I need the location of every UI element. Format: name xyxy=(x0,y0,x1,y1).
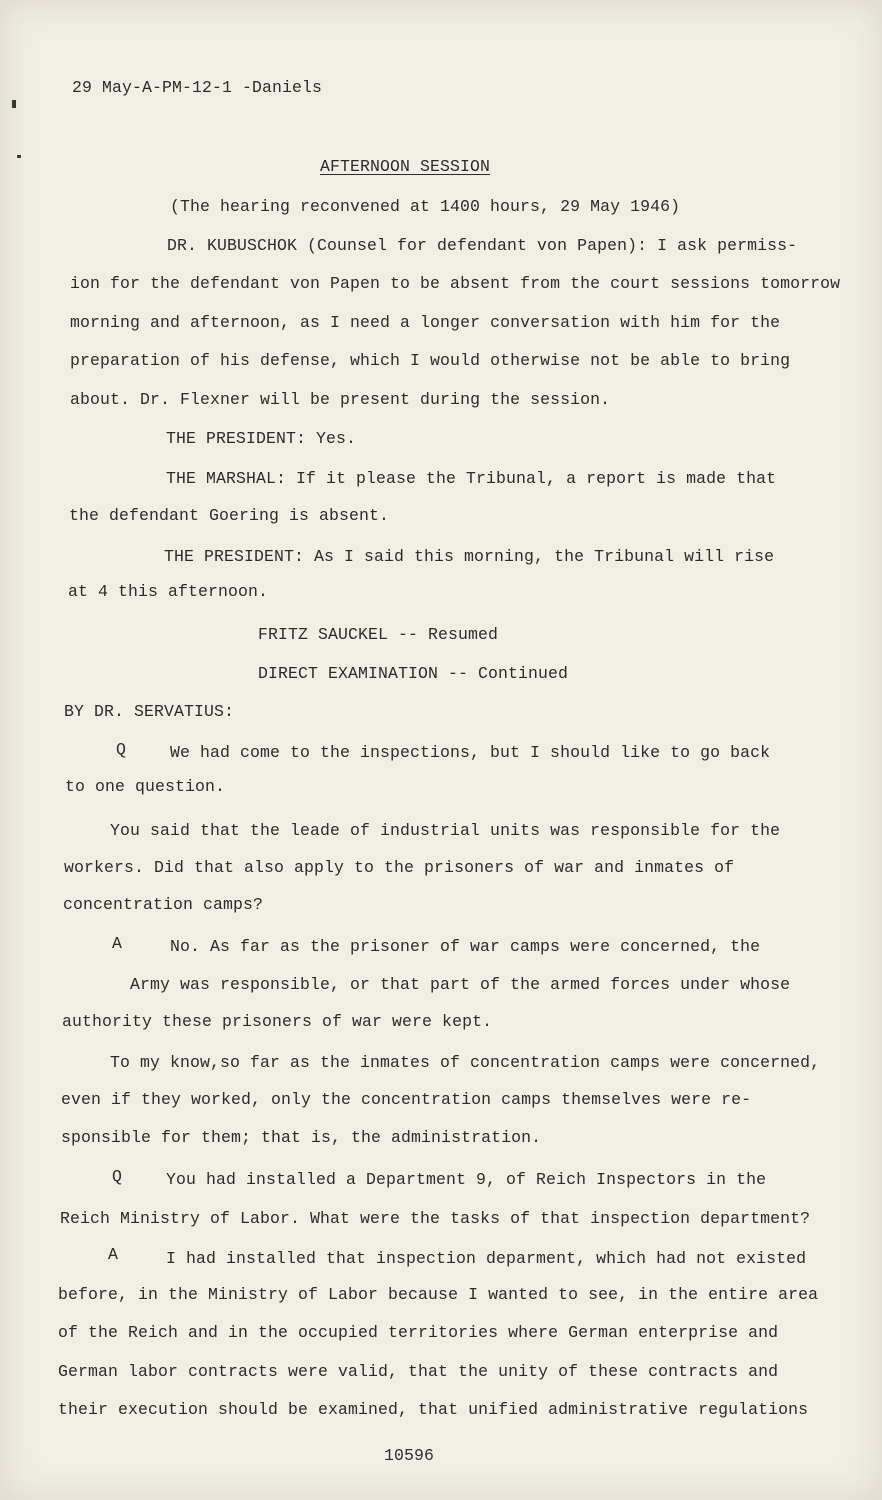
text-line: Reich Ministry of Labor. What were the tasks of that inspection department? xyxy=(60,1209,811,1228)
text-line: even if they worked, only the concentration camps themselves were re- xyxy=(61,1090,752,1109)
text-line: ion for the defendant von Papen to be absent from the court sessions tomorrow xyxy=(70,274,841,293)
text-line: preparation of his defense, which I would otherwise not be able to bring xyxy=(70,351,791,370)
text-line: before, in the Ministry of Labor because I wanted to see, in the entire area xyxy=(58,1285,819,1304)
text-line: authority these prisoners of war were kept. xyxy=(62,1012,493,1031)
answer-tag: A xyxy=(112,934,123,953)
margin-mark xyxy=(17,155,21,158)
text-line: concentration camps? xyxy=(63,895,264,914)
answer-tag: A xyxy=(108,1245,119,1264)
text-line: I had installed that inspection deparment, which had not existed xyxy=(166,1249,807,1268)
question-tag: Q xyxy=(116,740,127,759)
page-number: 10596 xyxy=(384,1446,435,1465)
text-line: THE PRESIDENT: Yes. xyxy=(166,429,357,448)
margin-mark xyxy=(12,100,16,108)
text-line: (The hearing reconvened at 1400 hours, 29 May 1946) xyxy=(170,197,681,216)
text-line: sponsible for them; that is, the administration. xyxy=(61,1128,542,1147)
text-line: their execution should be examined, that unified administrative regulations xyxy=(58,1400,809,1419)
text-line: German labor contracts were valid, that the unity of these contracts and xyxy=(58,1362,779,1381)
text-line: morning and afternoon, as I need a longer conversation with him for the xyxy=(70,313,781,332)
text-line: We had come to the inspections, but I should like to go back xyxy=(170,743,771,762)
text-line: the defendant Goering is absent. xyxy=(69,506,390,525)
text-line: You had installed a Department 9, of Reich Inspectors in the xyxy=(166,1170,767,1189)
question-tag: Q xyxy=(112,1167,123,1186)
witness-heading: FRITZ SAUCKEL -- Resumed xyxy=(258,625,499,644)
section-title: AFTERNOON SESSION xyxy=(320,157,491,176)
text-line: Army was responsible, or that part of the armed forces under whose xyxy=(130,975,791,994)
examination-heading: DIRECT EXAMINATION -- Continued xyxy=(258,664,569,683)
text-line: THE PRESIDENT: As I said this morning, the Tribunal will rise xyxy=(164,547,775,566)
text-line: You said that the leade of industrial units was responsible for the xyxy=(110,821,781,840)
header-reference: 29 May-A-PM-12-1 -Daniels xyxy=(72,78,323,97)
text-line: workers. Did that also apply to the prisoners of war and inmates of xyxy=(64,858,735,877)
text-line: about. Dr. Flexner will be present during the session. xyxy=(70,390,611,409)
text-line: DR. KUBUSCHOK (Counsel for defendant von Papen): I ask permiss- xyxy=(167,236,798,255)
text-line: THE MARSHAL: If it please the Tribunal, a report is made that xyxy=(166,469,777,488)
text-line: to one question. xyxy=(65,777,226,796)
examiner-heading: BY DR. SERVATIUS: xyxy=(64,702,235,721)
text-line: at 4 this afternoon. xyxy=(68,582,269,601)
text-line: of the Reich and in the occupied territories where German enterprise and xyxy=(58,1323,779,1342)
text-line: To my know,so far as the inmates of concentration camps were concerned, xyxy=(110,1053,821,1072)
text-line: No. As far as the prisoner of war camps were concerned, the xyxy=(170,937,761,956)
